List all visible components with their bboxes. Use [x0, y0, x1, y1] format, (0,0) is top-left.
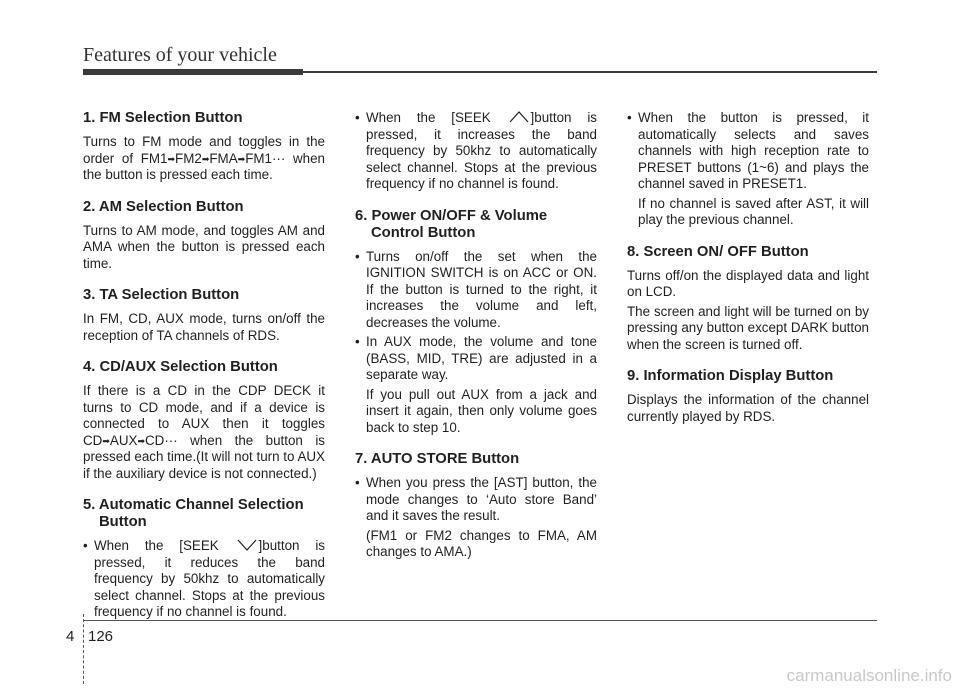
column-3 [627, 110, 869, 440]
section-heading-auto-channel: 5. Automatic Channel Selection Button [83, 497, 304, 530]
sub-power-2: If you pull out AUX from a jack and insert it again, then only volume goes back to step 10. [366, 386, 597, 435]
arrow-icon: ➡ [137, 435, 145, 446]
header-rule-thin [303, 71, 877, 73]
section-heading-am: 2. AM Selection Button [83, 198, 244, 215]
section-heading-screen: 8. Screen ON/ OFF Button [627, 243, 809, 260]
section-heading-info: 9. Information Display Button [627, 368, 834, 384]
column-1 [83, 110, 325, 621]
section-heading-ta: 3. TA Selection Button [83, 287, 240, 303]
bullet-power-1: • Turns on/off the set when the IGNITION SWITCH is on ACC or ON. If the button is turned to the right, it increases the volume and left, decreases the volume. [355, 249, 597, 332]
section-body-fm: Turns to FM mode and toggles in the order of FM1➡FM2➡FMA➡FM1··· when the button is pressed each time. [83, 134, 325, 182]
bullet-seek-down: • When the [SEEK ]button is pressed, it reduces the band frequency by 50khz to automatically select channel. Stops at the previous frequency if no channel is found. [83, 538, 325, 621]
section-body-ta: In FM, CD, AUX mode, turns on/off the reception of TA channels of RDS. [83, 311, 325, 343]
footer-divider [83, 614, 85, 684]
section-heading-power: 6. Power ON/OFF & Volume Control Button [355, 207, 548, 241]
header-rule-thick [83, 69, 303, 75]
seek-down-icon [235, 538, 259, 552]
section-heading-auto-store: 7. AUTO STORE Button [355, 451, 520, 467]
chapter-number: 4 [66, 628, 75, 645]
arrow-icon: ➡ [201, 153, 210, 164]
bullet-seek-up: • When the [SEEK ]button is pressed, it increases the band frequency by 50khz to automatically select channel. Stops at the previous frequency if no channel is found. [355, 110, 597, 193]
arrow-icon: ➡ [167, 153, 176, 164]
watermark: carmanualsonline.info [786, 666, 952, 685]
sub-auto-store-2: If no channel is saved after AST, it will play the previous channel. [638, 195, 869, 227]
page-number: 126 [88, 628, 114, 645]
seek-up-icon [507, 110, 531, 124]
section-body-cd-aux: If there is a CD in the CDP DECK it turns to CD mode, and if a device is connected to AUX then it toggles CD➡AUX➡CD··· when the button is pressed each time.(It will not turn to AUX if the auxiliary device is not connected.) [83, 383, 325, 481]
section-body-screen-1: Turns off/on the displayed data and light on LCD. [627, 267, 869, 299]
section-body-screen-2: The screen and light will be turned on by pressing any button except DARK button when the screen is turned off. [627, 303, 869, 352]
bullet-auto-store-2: • When the button is pressed, it automatically selects and saves channels with high reception rate to PRESET buttons (1~6) and plays the channel saved in PRESET1. [627, 110, 869, 193]
arrow-icon: ➡ [102, 435, 110, 446]
bullet-power-2: • In AUX mode, the volume and tone (BASS, MID, TRE) are adjusted in a separate way. [355, 334, 597, 384]
section-body-info: Displays the information of the channel currently played by RDS. [627, 392, 869, 424]
section-heading-fm: 1. FM Selection Button [83, 110, 243, 126]
column-2 [355, 110, 597, 561]
arrow-icon: ➡ [237, 153, 246, 164]
footer-rule [83, 620, 877, 621]
section-heading-cd-aux: 4. CD/AUX Selection Button [83, 359, 278, 375]
sub-auto-store-1: (FM1 or FM2 changes to FMA, AM changes to AMA.) [366, 527, 597, 559]
page-header-title: Features of your vehicle [83, 44, 277, 66]
section-body-am: Turns to AM mode, and toggles AM and AMA when the button is pressed each time. [83, 222, 325, 271]
bullet-auto-store-1: • When you press the [AST] button, the mode changes to ‘Auto store Band’ and it saves the result. [355, 475, 597, 525]
